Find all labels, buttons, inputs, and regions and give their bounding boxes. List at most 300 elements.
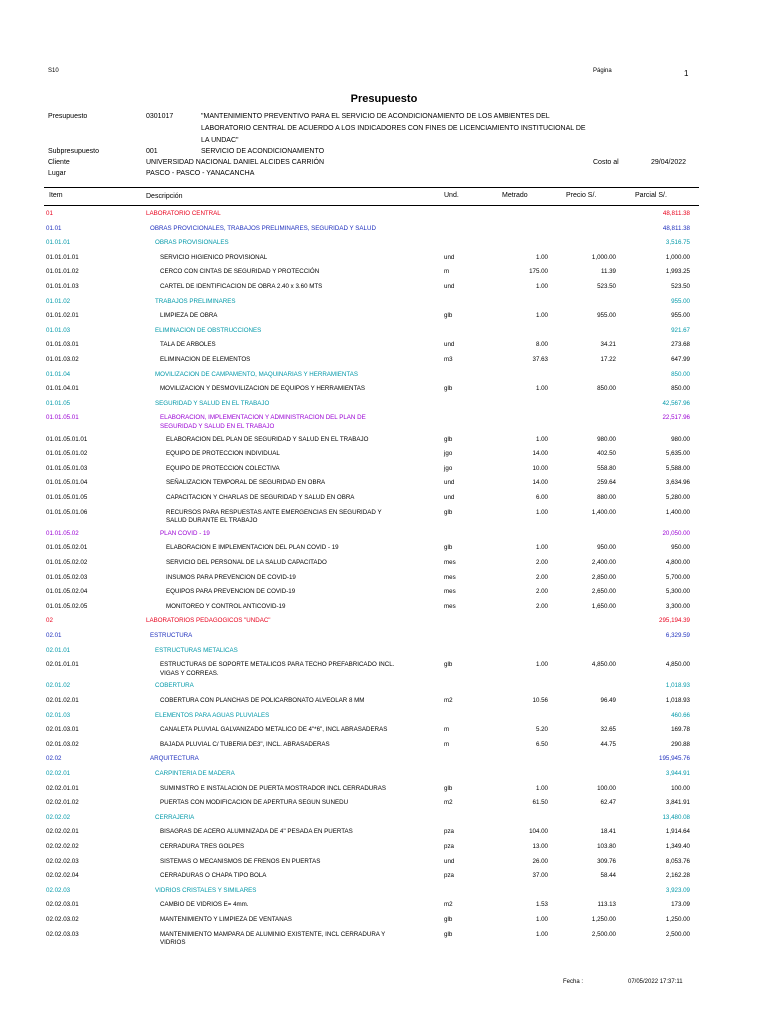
row-unit: glb (444, 661, 453, 669)
row-parcial: 290.88 (671, 740, 690, 748)
row-unit: mes (444, 559, 456, 566)
row-description: PUERTAS CON MODIFICACION DE APERTURA SEGUN SUNEDU (160, 799, 349, 807)
row-metrado: 2.00 (535, 602, 548, 610)
row-description: SEÑALIZACION TEMPORAL DE SEGURIDAD EN OBRA (166, 479, 326, 487)
table-row (0, 682, 768, 696)
row-precio: 44.75 (600, 740, 616, 748)
row-precio: 2,500.00 (591, 930, 616, 938)
row-item: 02.01.02 (46, 682, 71, 690)
row-item: 01.01.04.01 (46, 385, 79, 393)
row-description: ELABORACION DEL PLAN DE SEGURIDAD Y SALUD EN EL TRABAJO (166, 435, 369, 443)
col-metrado: Metrado (502, 192, 528, 199)
row-precio: 2,400.00 (591, 559, 616, 566)
table-row (0, 327, 768, 341)
row-metrado: 61.50 (532, 799, 548, 807)
row-unit: m (444, 268, 450, 276)
row-item: 02.02.02 (46, 813, 71, 821)
row-precio: 1,250.00 (591, 916, 616, 923)
row-item: 01.01.04 (46, 370, 71, 378)
table-row (0, 799, 768, 813)
row-description: TRABAJOS PRELIMINARES (155, 297, 236, 305)
row-precio: 1,400.00 (591, 508, 616, 516)
row-parcial: 42,567.96 (662, 399, 690, 407)
row-unit: glb (444, 312, 453, 320)
document-title: Presupuesto (350, 93, 418, 105)
table-row (0, 414, 768, 428)
row-metrado: 26.00 (532, 857, 548, 865)
row-item: 01.01.05.02.01 (46, 544, 88, 552)
table-row (0, 341, 768, 355)
row-parcial: 955.00 (671, 297, 690, 305)
row-precio: 402.50 (597, 450, 616, 458)
software-label: S10 (48, 68, 59, 74)
row-unit: mes (444, 602, 456, 610)
row-precio: 880.00 (597, 494, 616, 501)
row-parcial: 48,811.38 (662, 210, 690, 217)
page-label: Página (593, 68, 612, 74)
row-item: 01.01.02 (46, 297, 71, 305)
row-precio: 523.50 (597, 283, 616, 290)
row-description: CARTEL DE IDENTIFICACION DE OBRA 2.40 x 3.60 MTS (160, 283, 323, 290)
table-row (0, 901, 768, 915)
row-parcial: 173.09 (671, 901, 690, 909)
row-description: MANTENIMIENTO MAMPARA DE ALUMINIO EXISTENTE, INCL CERRADURA Y VIDRIOS (160, 930, 386, 947)
row-item: 01.01.05.02 (46, 529, 79, 537)
subpresupuesto-desc: SERVICIO DE ACONDICIONAMIENTO (201, 148, 325, 155)
row-parcial: 460.66 (671, 711, 690, 719)
row-item: 02.02.03.02 (46, 916, 79, 923)
table-row (0, 450, 768, 464)
row-metrado: 1.00 (535, 784, 548, 792)
row-description: PLAN COVID - 19 (160, 529, 210, 537)
row-unit: jgo (444, 450, 453, 458)
table-row (0, 371, 768, 385)
row-parcial: 921.67 (671, 326, 690, 334)
row-precio: 58.44 (600, 872, 616, 880)
row-description: ELIMINACION DE ELEMENTOS (160, 356, 251, 363)
row-parcial: 647.99 (671, 356, 690, 363)
table-row (0, 479, 768, 493)
row-item: 01.01.01.02 (46, 268, 79, 276)
row-description: ELABORACION, IMPLEMENTACION Y ADMINISTRACION DEL PLAN DE SEGURIDAD Y SALUD EN EL TRABAJO (160, 414, 366, 430)
row-metrado: 5.20 (535, 726, 548, 734)
table-row (0, 741, 768, 755)
row-item: 01.01.05.01.06 (46, 508, 88, 516)
row-precio: 980.00 (597, 435, 616, 443)
row-metrado: 2.00 (535, 573, 548, 581)
presupuesto-desc-line1: "MANTENIMIENTO PREVENTIVO PARA EL SERVICIO DE ACONDICIONAMIENTO DE LOS AMBIENTES DEL (201, 113, 550, 120)
row-description: ELABORACION E IMPLEMENTACION DEL PLAN COVID - 19 (166, 544, 339, 552)
row-unit: m (444, 726, 450, 734)
table-row (0, 400, 768, 414)
row-description: CAPACITACION Y CHARLAS DE SEGURIDAD Y SALUD EN OBRA (166, 494, 355, 501)
row-description: MOVILIZACION DE CAMPAMENTO, MAQUINARIAS Y HERRAMIENTAS (155, 370, 358, 378)
row-metrado: 10.56 (532, 697, 548, 704)
table-row (0, 312, 768, 326)
row-description: BAJADA PLUVIAL C/ TUBERIA DE3", INCL. ABRASADERAS (160, 740, 330, 748)
row-parcial: 523.50 (671, 283, 690, 290)
row-unit: pza (444, 828, 454, 836)
row-precio: 850.00 (597, 385, 616, 393)
row-parcial: 850.00 (671, 385, 690, 393)
row-description: ELIMINACION DE OBSTRUCCIONES (155, 326, 262, 334)
row-unit: jgo (444, 464, 453, 472)
row-item: 01.01.05.01.03 (46, 464, 88, 472)
table-row (0, 843, 768, 857)
row-metrado: 1.53 (535, 901, 548, 909)
row-unit: und (444, 479, 455, 487)
row-unit: glb (444, 435, 453, 443)
row-precio: 1,650.00 (591, 602, 616, 610)
row-precio: 259.64 (597, 479, 616, 487)
table-row (0, 726, 768, 740)
costo-value: 29/04/2022 (651, 159, 687, 166)
cliente-label: Cliente (48, 159, 70, 166)
col-precio: Precio S/. (566, 192, 597, 199)
row-description: MOVILIZACION Y DESMOVILIZACION DE EQUIPOS Y HERRAMIENTAS (160, 385, 366, 393)
row-metrado: 37.00 (532, 872, 548, 880)
row-description: CERCO CON CINTAS DE SEGURIDAD Y PROTECCIÓN (160, 268, 320, 276)
row-unit: m3 (444, 356, 453, 363)
row-unit: glb (444, 784, 453, 792)
table-row (0, 225, 768, 239)
row-item: 01.01.05.01.02 (46, 450, 88, 458)
row-item: 01.01.05.02.03 (46, 573, 88, 581)
row-item: 01.01.01 (46, 239, 71, 247)
row-description: ESTRUCTURAS DE SOPORTE METALICOS PARA TECHO PREFABRICADO INCL. VIGAS Y CORREAS. (160, 661, 395, 677)
row-parcial: 3,634.96 (665, 479, 690, 487)
table-row (0, 465, 768, 479)
row-parcial: 3,923.09 (665, 886, 690, 894)
row-description: LIMPIEZA DE OBRA (160, 312, 218, 320)
row-item: 02.01 (46, 632, 62, 639)
row-description: LABORATORIOS PEDAGOGICOS "UNDAC" (146, 617, 271, 625)
table-top-rule (44, 187, 699, 188)
row-description: VIDRIOS CRISTALES Y SIMILARES (155, 886, 257, 894)
row-item: 01.01.05.02.02 (46, 559, 88, 566)
row-metrado: 2.00 (535, 559, 548, 566)
row-unit: glb (444, 930, 453, 938)
table-row (0, 283, 768, 297)
row-precio: 2,850.00 (591, 573, 616, 581)
row-description: COBERTURA CON PLANCHAS DE POLICARBONATO ALVEOLAR 8 MM (160, 697, 365, 704)
row-description: TALA DE ARBOLES (160, 341, 216, 349)
row-parcial: 1,018.93 (665, 682, 690, 690)
row-parcial: 3,516.75 (665, 239, 690, 247)
row-item: 02.02.03 (46, 886, 71, 894)
row-unit: glb (444, 544, 453, 552)
row-metrado: 1.00 (535, 930, 548, 938)
row-metrado: 1.00 (535, 916, 548, 923)
row-parcial: 3,841.91 (665, 799, 690, 807)
row-precio: 34.21 (600, 341, 616, 349)
row-description: LABORATORIO CENTRAL (146, 210, 221, 217)
table-row (0, 712, 768, 726)
row-metrado: 1.00 (535, 508, 548, 516)
row-item: 02.02 (46, 755, 62, 763)
row-parcial: 1,914.64 (665, 828, 690, 836)
presupuesto-code: 0301017 (146, 113, 174, 120)
cliente-value: UNIVERSIDAD NACIONAL DANIEL ALCIDES CARRIÓN (146, 159, 325, 166)
row-description: CAMBIO DE VIDRIOS E= 4mm. (160, 901, 249, 909)
row-parcial: 3,944.91 (665, 770, 690, 777)
row-item: 02.02.01.02 (46, 799, 79, 807)
row-description: MONITOREO Y CONTROL ANTICOVID-19 (166, 602, 286, 610)
row-item: 02.01.03.01 (46, 726, 79, 734)
row-item: 02.01.03.02 (46, 740, 79, 748)
table-row (0, 755, 768, 769)
row-unit: mes (444, 588, 456, 596)
table-row (0, 887, 768, 901)
row-parcial: 4,850.00 (665, 661, 690, 669)
table-row (0, 298, 768, 312)
row-description: SUMINISTRO E INSTALACION DE PUERTA MOSTRADOR INCL CERRADURAS (160, 784, 386, 792)
table-row (0, 436, 768, 450)
row-parcial: 1,400.00 (665, 508, 690, 516)
row-item: 01.01.05.01 (46, 414, 79, 422)
row-unit: und (444, 494, 455, 501)
row-item: 01.01.05.02.04 (46, 588, 88, 596)
row-parcial: 48,811.38 (662, 224, 690, 232)
row-precio: 950.00 (597, 544, 616, 552)
row-item: 02.02.01.01 (46, 784, 79, 792)
row-parcial: 1,349.40 (665, 843, 690, 850)
row-metrado: 14.00 (532, 479, 548, 487)
row-precio: 62.47 (600, 799, 616, 807)
table-row (0, 872, 768, 886)
page-number: 1 (684, 69, 689, 78)
row-item: 01.01.03.02 (46, 356, 79, 363)
row-parcial: 295,194.39 (659, 617, 690, 625)
table-row (0, 785, 768, 799)
row-item: 02.02.01 (46, 770, 71, 777)
fecha-value: 07/05/2022 17:37:11 (628, 979, 683, 985)
row-description: OBRAS PROVISIONALES (155, 239, 229, 247)
row-metrado: 2.00 (535, 588, 548, 596)
row-item: 01.01 (46, 224, 62, 232)
presupuesto-desc-line2: LABORATORIO CENTRAL DE ACUERDO A LOS INDICADORES CON FINES DE LICENCIAMIENTO INSTITUCIONAL DE (201, 125, 586, 132)
row-description: ELEMENTOS PARA AGUAS PLUVIALES (155, 711, 270, 719)
row-description: BISAGRAS DE ACERO ALUMINIZADA DE 4" PESADA EN PUERTAS (160, 828, 353, 836)
row-description: CERRADURAS O CHAPA TIPO BOLA (160, 872, 267, 880)
row-item: 02.01.03 (46, 711, 71, 719)
row-description: ARQUITECTURA (150, 755, 199, 763)
row-metrado: 6.50 (535, 740, 548, 748)
row-item: 01.01.05 (46, 399, 71, 407)
row-metrado: 6.00 (535, 494, 548, 501)
costo-label: Costo al (593, 159, 619, 166)
table-row (0, 385, 768, 399)
row-description: EQUIPOS PARA PREVENCION DE COVID-19 (166, 588, 296, 596)
row-parcial: 2,500.00 (665, 930, 690, 938)
table-row (0, 494, 768, 508)
row-parcial: 5,700.00 (665, 573, 690, 581)
row-parcial: 20,050.00 (662, 529, 690, 537)
row-precio: 558.80 (597, 464, 616, 472)
row-item: 02.02.02.03 (46, 857, 79, 865)
fecha-label: Fecha : (563, 979, 584, 985)
table-row (0, 697, 768, 711)
col-item: Item (49, 192, 63, 199)
row-metrado: 1.00 (535, 544, 548, 552)
row-description: ESTRUCTURAS METALICAS (155, 646, 238, 654)
row-parcial: 1,018.93 (665, 697, 690, 704)
row-item: 01.01.02.01 (46, 312, 79, 320)
row-item: 02.01.01 (46, 646, 71, 654)
row-precio: 18.41 (600, 828, 616, 836)
row-unit: und (444, 857, 455, 865)
row-item: 02.01.02.01 (46, 697, 79, 704)
row-unit: pza (444, 872, 454, 880)
row-parcial: 100.00 (671, 784, 690, 792)
table-row (0, 574, 768, 588)
row-parcial: 22,517.96 (662, 414, 690, 422)
table-row (0, 239, 768, 253)
col-parcial: Parcial S/. (635, 192, 667, 199)
row-unit: m2 (444, 901, 453, 909)
row-parcial: 2,162.28 (665, 872, 690, 880)
row-parcial: 273.68 (671, 341, 690, 349)
row-description: CARPINTERIA DE MADERA (155, 770, 235, 777)
row-item: 02 (46, 617, 53, 625)
table-row (0, 617, 768, 631)
row-parcial: 13,480.08 (662, 813, 690, 821)
lugar-value: PASCO - PASCO - YANACANCHA (146, 170, 255, 177)
row-description: SERVICIO DEL PERSONAL DE LA SALUD CAPACITADO (166, 559, 327, 566)
row-metrado: 10.00 (532, 464, 548, 472)
presupuesto-desc-line3: LA UNDAC" (201, 137, 239, 144)
row-parcial: 169.78 (671, 726, 690, 734)
row-description: EQUIPO DE PROTECCION COLECTIVA (166, 464, 280, 472)
row-precio: 32.65 (600, 726, 616, 734)
row-item: 02.02.02.04 (46, 872, 79, 880)
table-row (0, 509, 768, 523)
table-row (0, 931, 768, 945)
row-parcial: 980.00 (671, 435, 690, 443)
row-item: 02.02.02.01 (46, 828, 79, 836)
row-parcial: 5,635.00 (665, 450, 690, 458)
row-item: 01.01.01.01 (46, 253, 79, 261)
row-precio: 2,650.00 (591, 588, 616, 596)
table-row (0, 530, 768, 544)
row-precio: 113.13 (597, 901, 616, 909)
row-precio: 100.00 (597, 784, 616, 792)
row-parcial: 8,053.76 (665, 857, 690, 865)
row-unit: glb (444, 916, 453, 923)
row-precio: 1,000.00 (591, 253, 616, 261)
row-metrado: 8.00 (535, 341, 548, 349)
row-metrado: 37.63 (532, 356, 548, 363)
row-precio: 11.39 (600, 268, 616, 276)
table-row (0, 210, 768, 224)
row-unit: glb (444, 385, 453, 393)
row-metrado: 1.00 (535, 385, 548, 393)
row-metrado: 14.00 (532, 450, 548, 458)
row-description: RECURSOS PARA RESPUESTAS ANTE EMERGENCIAS EN SEGURIDAD Y SALUD DURANTE EL TRABAJO (166, 508, 382, 525)
row-unit: pza (444, 843, 454, 850)
row-parcial: 850.00 (671, 370, 690, 378)
row-description: INSUMOS PARA PREVENCION DE COVID-19 (166, 573, 296, 581)
row-metrado: 104.00 (529, 828, 548, 836)
row-item: 01.01.05.02.05 (46, 602, 88, 610)
row-metrado: 13.00 (532, 843, 548, 850)
row-metrado: 1.00 (535, 312, 548, 320)
row-item: 01.01.01.03 (46, 283, 79, 290)
table-row (0, 559, 768, 573)
table-row (0, 647, 768, 661)
table-header-rule (44, 205, 699, 206)
presupuesto-label: Presupuesto (48, 113, 88, 120)
row-item: 02.02.03.03 (46, 930, 79, 938)
row-precio: 103.80 (597, 843, 616, 850)
row-item: 01.01.03 (46, 326, 71, 334)
table-row (0, 632, 768, 646)
row-parcial: 4,800.00 (665, 559, 690, 566)
row-description: SERVICIO HIGIENICO PROVISIONAL (160, 253, 268, 261)
table-row (0, 858, 768, 872)
row-description: CERRADURA TRES GOLPES (160, 843, 245, 850)
row-description: SISTEMAS O MECANISMOS DE FRENOS EN PUERTAS (160, 857, 321, 865)
row-item: 02.01.01.01 (46, 661, 79, 669)
row-unit: und (444, 253, 455, 261)
table-row (0, 588, 768, 602)
table-row (0, 603, 768, 617)
row-description: CERRAJERIA (155, 813, 195, 821)
row-precio: 96.49 (600, 697, 616, 704)
table-row (0, 770, 768, 784)
row-parcial: 5,300.00 (665, 588, 690, 596)
row-metrado: 1.00 (535, 435, 548, 443)
row-item: 01.01.05.01.05 (46, 494, 88, 501)
row-unit: und (444, 283, 455, 290)
table-row (0, 268, 768, 282)
row-precio: 955.00 (597, 312, 616, 320)
row-parcial: 5,588.00 (665, 464, 690, 472)
col-und: Und. (444, 192, 459, 199)
row-item: 01.01.05.01.01 (46, 435, 88, 443)
row-unit: m (444, 740, 450, 748)
row-item: 01 (46, 210, 53, 217)
row-precio: 17.22 (600, 356, 616, 363)
table-row (0, 544, 768, 558)
row-metrado: 1.00 (535, 283, 548, 290)
table-row (0, 356, 768, 370)
table-row (0, 661, 768, 675)
row-unit: und (444, 341, 455, 349)
row-item: 01.01.03.01 (46, 341, 79, 349)
row-item: 02.02.02.02 (46, 843, 79, 850)
row-parcial: 195,945.76 (659, 755, 690, 763)
subpresupuesto-code: 001 (146, 148, 158, 155)
row-parcial: 1,250.00 (665, 916, 690, 923)
row-parcial: 950.00 (671, 544, 690, 552)
table-row (0, 916, 768, 930)
row-unit: glb (444, 508, 453, 516)
row-metrado: 1.00 (535, 661, 548, 669)
subpresupuesto-label: Subpresupuesto (48, 148, 99, 155)
row-metrado: 1.00 (535, 253, 548, 261)
row-unit: m2 (444, 697, 453, 704)
row-description: CANALETA PLUVIAL GALVANIZADO METALICO DE 4"*6", INCL ABRASADERAS (160, 726, 388, 734)
row-precio: 309.76 (597, 857, 616, 865)
lugar-label: Lugar (48, 170, 66, 177)
row-metrado: 175.00 (529, 268, 548, 276)
row-description: ESTRUCTURA (150, 632, 193, 639)
row-parcial: 1,993.25 (665, 268, 690, 276)
row-description: SEGURIDAD Y SALUD EN EL TRABAJO (155, 399, 270, 407)
row-description: MANTENIMIENTO Y LIMPIEZA DE VENTANAS (160, 916, 292, 923)
row-description: OBRAS PROVICIONALES, TRABAJOS PRELIMINARES, SEGURIDAD Y SALUD (150, 224, 376, 232)
